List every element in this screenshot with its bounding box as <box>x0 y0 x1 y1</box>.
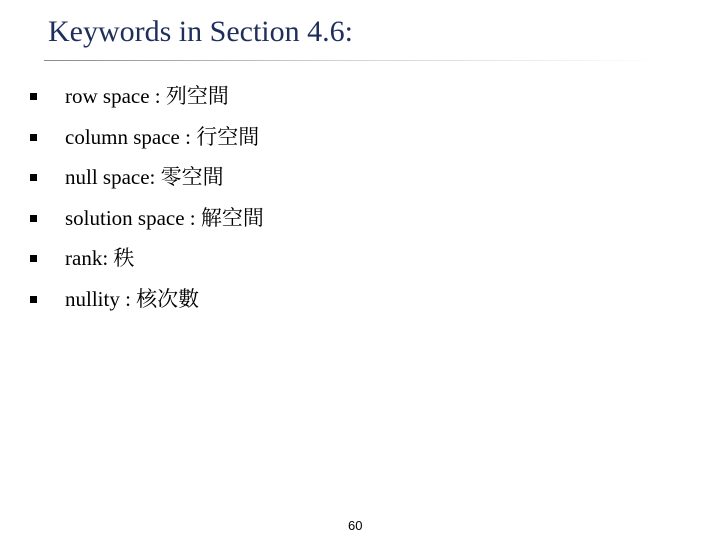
square-bullet-icon <box>30 215 37 222</box>
keyword-text: nullity : 核次數 <box>65 286 200 311</box>
keyword-text: row space : 列空間 <box>65 84 229 108</box>
square-bullet-icon <box>30 174 37 181</box>
keyword-text: column space : 行空間 <box>65 124 260 149</box>
square-bullet-icon <box>30 93 37 100</box>
keyword-text: rank: 秩 <box>65 246 135 270</box>
title-divider <box>44 60 664 61</box>
square-bullet-icon <box>30 134 37 141</box>
slide-title: Keywords in Section 4.6: <box>48 15 353 48</box>
keyword-text: solution space : 解空間 <box>65 205 264 230</box>
square-bullet-icon <box>30 255 37 262</box>
keyword-text: null space: 零空間 <box>65 165 224 189</box>
page-number: 60 <box>348 518 363 533</box>
square-bullet-icon <box>30 296 37 303</box>
